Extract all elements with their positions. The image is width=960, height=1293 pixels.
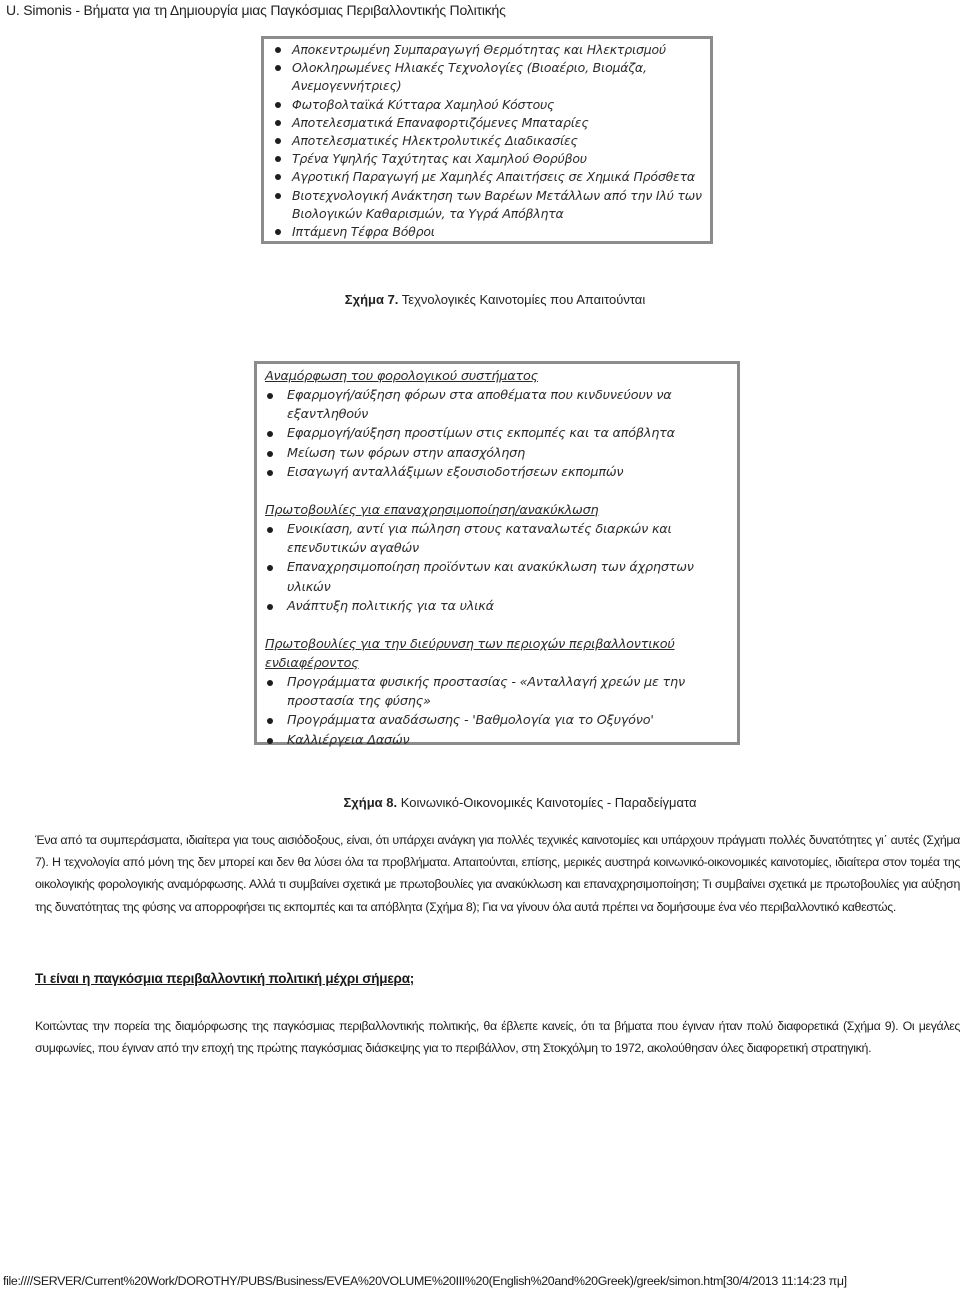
bullet-icon — [275, 120, 281, 126]
group-spacer — [262, 616, 737, 635]
figure-7-caption-number: Σχήμα 7. — [344, 292, 399, 307]
section-heading: Τι είναι η παγκόσμια περιβαλλοντική πολιτική μέχρι σήμερα; — [35, 971, 415, 986]
figure-8-item: Προγράμματα φυσικής προστασίας - «Ανταλλαγή χρεών με την προστασία της φύσης» — [262, 673, 717, 711]
figure-7-item: Αποτελεσματικά Επαναφορτιζόμενες Μπαταρίες — [272, 114, 710, 132]
figure-7-list — [272, 41, 710, 241]
bullet-icon — [275, 156, 281, 162]
page-header-title: U. Simonis - Βήματα για τη Δημιουργία μιας Παγκόσμιας Περιβαλλοντικής Πολιτικής — [6, 2, 506, 18]
figure-8-group-list — [262, 520, 737, 616]
figure-8-group-list — [262, 673, 737, 750]
bullet-icon — [267, 451, 273, 457]
bullet-icon — [267, 604, 273, 610]
figure-8-box — [254, 361, 740, 748]
bullet-icon — [267, 738, 273, 744]
figure-7-box — [261, 36, 713, 244]
figure-8-item: Ανάπτυξη πολιτικής για τα υλικά — [262, 597, 737, 616]
bullet-icon — [275, 47, 281, 53]
figure-7-item: Αποκεντρωμένη Συμπαραγωγή Θερμότητας και Ηλεκτρισμού — [272, 41, 710, 59]
figure-8-group-title: Πρωτοβουλίες για την διεύρυνση των περιοχών περιβαλλοντικού ενδιαφέροντος — [265, 637, 675, 672]
figure-8-caption-number: Σχήμα 8. — [343, 795, 398, 810]
figure-8-caption — [40, 795, 960, 810]
bullet-icon — [275, 102, 281, 108]
figure-8-item: Εφαρμογή/αύξηση φόρων στα αποθέματα που κινδυνεύουν να εξαντληθούν — [262, 386, 727, 424]
figure-8-item: Ενοικίαση, αντί για πώληση στους καταναλωτές διαρκών και επενδυτικών αγαθών — [262, 520, 717, 558]
figure-7-item: Φωτοβολταϊκά Κύτταρα Χαμηλού Κόστους — [272, 96, 710, 114]
bullet-icon — [267, 718, 273, 724]
page-footer-path: file:////SERVER/Current%20Work/DOROTHY/PUBS/Business/EVEA%20VOLUME%20III%20(English%20and%20Greek)/greek/simon.htm[30/4/2013 11:14:23 πμ] — [3, 1274, 847, 1288]
figure-8-item: Μείωση των φόρων στην απασχόληση — [262, 444, 737, 463]
body-paragraph: Ένα από τα συμπεράσματα, ιδιαίτερα για τους αισιόδοξους, είναι, ότι υπάρχει ανάγκη για πολλές τεχνικές καινοτομίες και υπάρχουν πράγματι πολλές δυνατότητες γι΄ αυτές (Σχήμα 7). Η τεχνολογία από μόνη της δεν μπορεί και δεν θα λύσει όλα τα προβλήματα. Απαιτούνται, επίσης, μερικές αυστηρά κοινωνικό-οικονομικές καινοτομίες, ιδιαίτερα στον τομέα της οικολογικής φορολογικής αναμόρφωσης. Αλλά τι συμβαίνει σχετικά με πρωτοβουλίες για ανακύκλωση και επαναχρησιμοποίηση; Τι συμβαίνει σχετικά με πρωτοβουλίες για αύξηση της δυνατότητας της φύσης να απορροφήσει τις εκπομπές και τα απόβλητα (Σχήμα 8); Για να γίνουν όλα αυτά πρέπει να δομήσουμε ένα νέο περιβαλλοντικό καθεστώς. — [35, 833, 960, 914]
body-paragraph: Κοιτώντας την πορεία της διαμόρφωσης της παγκόσμιας περιβαλλοντικής πολιτικής, θα έβλεπε κανείς, ότι τα βήματα που έγιναν ήταν πολύ διαφορετικά (Σχήμα 9). Οι μεγάλες συμφωνίες, που έγιναν από την εποχή της πρώτης παγκόσμιας διάσκεψης για το περιβάλλον, στη Στοκχόλμη το 1972, ακολούθησαν όλες διαφορετική στρατηγική. — [35, 1019, 960, 1056]
figure-7-caption-text: Τεχνολογικές Καινοτομίες που Απαιτούνται — [398, 292, 646, 307]
bullet-icon — [267, 470, 273, 476]
figure-7-item: Ολοκληρωμένες Ηλιακές Τεχνολογίες (Βιοαέριο, Βιομάζα, Ανεμογεννήτριες) — [272, 59, 687, 95]
figure-8-item: Εφαρμογή/αύξηση προστίμων στις εκπομπές και τα απόβλητα — [262, 424, 737, 443]
figure-7-item: Τρένα Υψηλής Ταχύτητας και Χαμηλού Θορύβου — [272, 150, 710, 168]
bullet-icon — [275, 65, 281, 71]
group-spacer — [262, 482, 737, 501]
bullet-icon — [267, 565, 273, 571]
figure-8-item: Επαναχρησιμοποίηση προϊόντων και ανακύκλωση των άχρηστων υλικών — [262, 558, 737, 596]
bullet-icon — [267, 393, 273, 399]
bullet-icon — [275, 174, 281, 180]
figure-7-caption — [15, 292, 960, 307]
figure-7-item: Αποτελεσματικές Ηλεκτρολυτικές Διαδικασίες — [272, 132, 710, 150]
bullet-icon — [267, 680, 273, 686]
figure-8-group-title: Πρωτοβουλίες για επαναχρησιμοποίηση/ανακύκλωση — [265, 503, 599, 519]
figure-8-item: Προγράμματα αναδάσωσης - 'Βαθμολογία για το Οξυγόνο' — [262, 711, 737, 730]
figure-8-group-list — [262, 386, 737, 482]
bullet-icon — [267, 431, 273, 437]
figure-7-item: Αγροτική Παραγωγή με Χαμηλές Απαιτήσεις σε Χημικά Πρόσθετα — [272, 168, 710, 186]
bullet-icon — [275, 229, 281, 235]
bullet-icon — [275, 193, 281, 199]
figure-8-item: Καλλιέργεια Δασών — [262, 731, 737, 750]
figure-7-item: Ιπτάμενη Τέφρα Βόθροι — [272, 223, 710, 241]
figure-7-item: Βιοτεχνολογική Ανάκτηση των Βαρέων Μετάλλων από την Ιλύ των Βιολογικών Καθαρισμών, τα Υγρά Απόβλητα — [272, 187, 712, 223]
figure-8-item: Εισαγωγή ανταλλάξιμων εξουσιοδοτήσεων εκπομπών — [262, 463, 737, 482]
bullet-icon — [275, 138, 281, 144]
figure-8-group-title: Αναμόρφωση του φορολογικού συστήματος — [265, 369, 538, 384]
bullet-icon — [267, 527, 273, 533]
figure-8-caption-text: Κοινωνικό-Οικονομικές Καινοτομίες - Παραδείγματα — [397, 795, 697, 810]
